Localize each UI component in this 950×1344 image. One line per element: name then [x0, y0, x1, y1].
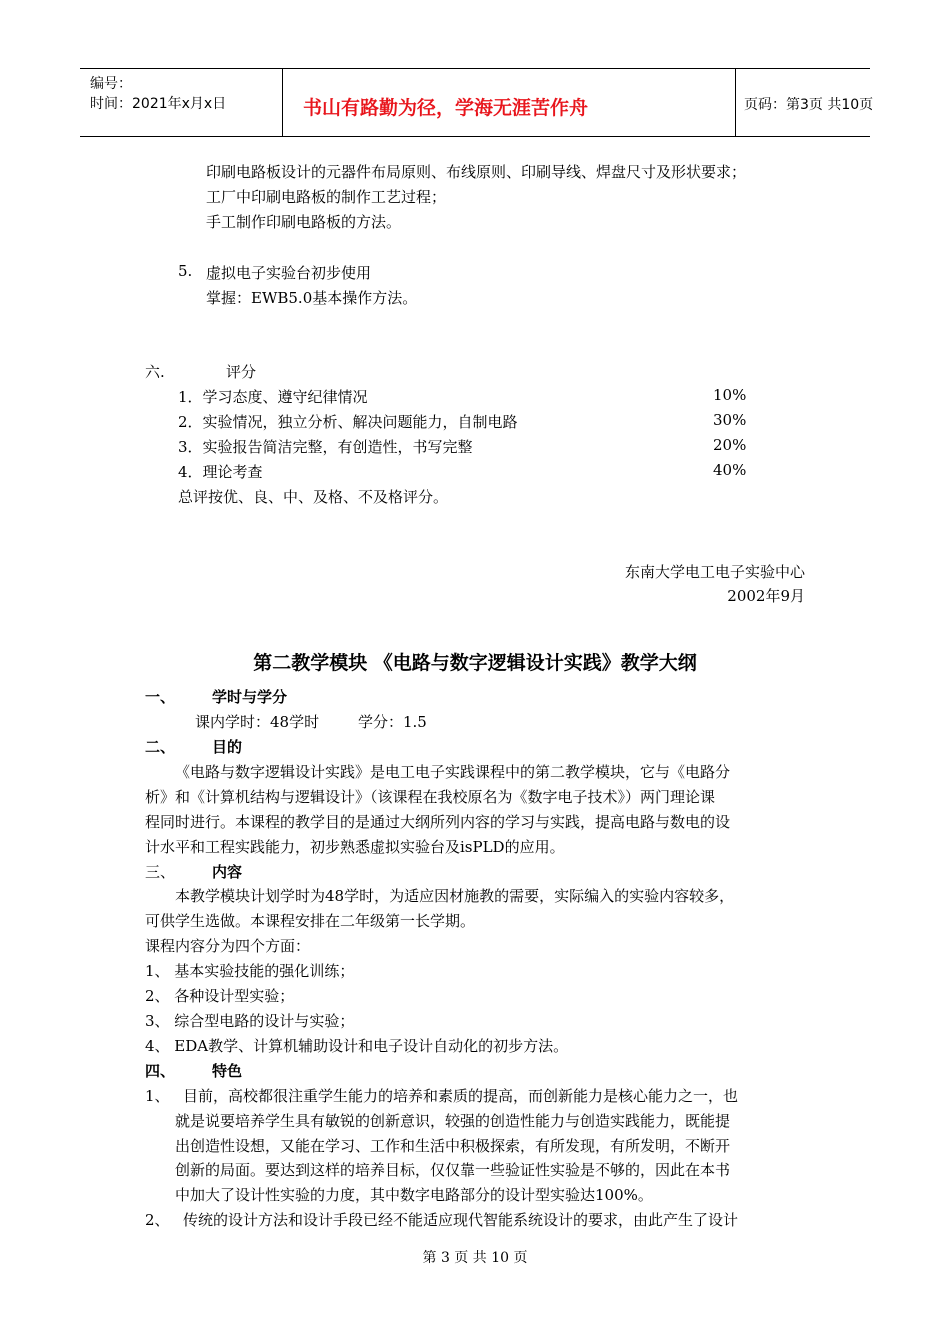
- grading-item-percent: 30%: [713, 411, 747, 429]
- list-number: 2、: [145, 1211, 170, 1229]
- list-item: 1、 基本实验技能的强化训练；: [145, 962, 355, 980]
- paragraph-line: 《电路与数字逻辑设计实践》是电工电子实践课程中的第二教学模块，它与《电路分: [175, 763, 731, 781]
- item-detail: 掌握：EWB5.0基本操作方法。: [206, 289, 418, 307]
- section-number: 六.: [145, 363, 165, 381]
- section-title: 学时与学分: [212, 688, 288, 706]
- list-item: 3、 综合型电路的设计与实验；: [145, 1012, 355, 1030]
- text-line: 印刷电路板设计的元器件布局原则、布线原则、印刷导线、焊盘尺寸及形状要求；: [206, 163, 747, 181]
- signature-org: 东南大学电工电子实验中心: [624, 563, 805, 581]
- paragraph-line: 析》和《计算机结构与逻辑设计》（该课程在我校原名为《数字电子技术》）两门理论课: [145, 788, 716, 806]
- grading-item-percent: 10%: [713, 386, 747, 404]
- text-line: 手工制作印刷电路板的方法。: [206, 213, 402, 231]
- paragraph-line: 计水平和工程实践能力，初步熟悉虚拟实验台及isPLD的应用。: [145, 838, 565, 856]
- motto: 书山有路勤为径，学海无涯苦作舟: [303, 97, 589, 119]
- paragraph-line: 传统的设计方法和设计手段已经不能适应现代智能系统设计的要求，由此产生了设计: [183, 1211, 739, 1229]
- grading-item-percent: 20%: [713, 436, 747, 454]
- item-title: 虚拟电子实验台初步使用: [206, 264, 372, 282]
- header-page-cell: [736, 69, 874, 136]
- paragraph-line: 课程内容分为四个方面：: [145, 937, 311, 955]
- item-number: 5.: [178, 262, 193, 280]
- section-number: 一、: [145, 688, 176, 706]
- header-motto-cell: [283, 69, 736, 136]
- grading-item-label: 4．理论考查: [178, 463, 263, 481]
- section-number: 四、: [145, 1062, 176, 1080]
- text-line: 工厂中印刷电路板的制作工艺过程；: [206, 188, 447, 206]
- section-title: 特色: [212, 1062, 243, 1080]
- page-footer: 第 3 页 共 10 页: [422, 1250, 528, 1266]
- section-number: 三、: [145, 863, 176, 881]
- section-title: 评分: [226, 363, 257, 381]
- list-item: 2、 各种设计型实验；: [145, 987, 295, 1005]
- time-label: 时间：2021年x月x日: [90, 96, 227, 112]
- paragraph-line: 本教学模块计划学时为48学时，为适应因材施教的需要，实际编入的实验内容较多，: [175, 887, 735, 905]
- paragraph-line: 目前，高校都很注重学生能力的培养和素质的提高，而创新能力是核心能力之一，也: [183, 1087, 739, 1105]
- page-title: 第二教学模块 《电路与数字逻辑设计实践》教学大纲: [253, 652, 697, 674]
- paragraph-line: 程同时进行。本课程的教学目的是通过大纲所列内容的学习与实践，提高电路与数电的设: [145, 813, 731, 831]
- page-label: 页码：第3页 共10页: [744, 97, 874, 113]
- grading-summary: 总评按优、良、中、及格、不及格评分。: [178, 488, 449, 506]
- section-title: 内容: [212, 863, 243, 881]
- list-item: 4、 EDA教学、计算机辅助设计和电子设计自动化的初步方法。: [145, 1037, 569, 1055]
- grading-item-percent: 40%: [713, 461, 747, 479]
- grading-item-label: 1．学习态度、遵守纪律情况: [178, 388, 368, 406]
- list-number: 1、: [145, 1087, 170, 1105]
- grading-item-label: 2．实验情况，独立分析、解决问题能力，自制电路: [178, 413, 518, 431]
- header-meta-cell: [80, 69, 283, 136]
- header-table: [80, 68, 874, 137]
- hours-text: 课内学时：48学时: [195, 713, 320, 731]
- paragraph-line: 出创造性设想，又能在学习、工作和生活中积极探索，有所发现，有所发明，不断开: [175, 1137, 731, 1155]
- paragraph-line: 就是说要培养学生具有敏锐的创新意识，较强的创造性能力与创造实践能力，既能提: [175, 1112, 731, 1130]
- number-label: 编号：: [90, 76, 132, 92]
- signature-date: 2002年9月: [727, 587, 805, 605]
- credit-text: 学分：1.5: [358, 713, 427, 731]
- paragraph-line: 创新的局面。要达到这样的培养目标，仅仅靠一些验证性实验是不够的，因此在本书: [175, 1161, 731, 1179]
- section-number: 二、: [145, 738, 176, 756]
- section-title: 目的: [212, 738, 243, 756]
- paragraph-line: 可供学生选做。本课程安排在二年级第一长学期。: [145, 912, 476, 930]
- paragraph-line: 中加大了设计性实验的力度，其中数字电路部分的设计型实验达100%。: [175, 1186, 653, 1204]
- grading-item-label: 3．实验报告简洁完整，有创造性，书写完整: [178, 438, 473, 456]
